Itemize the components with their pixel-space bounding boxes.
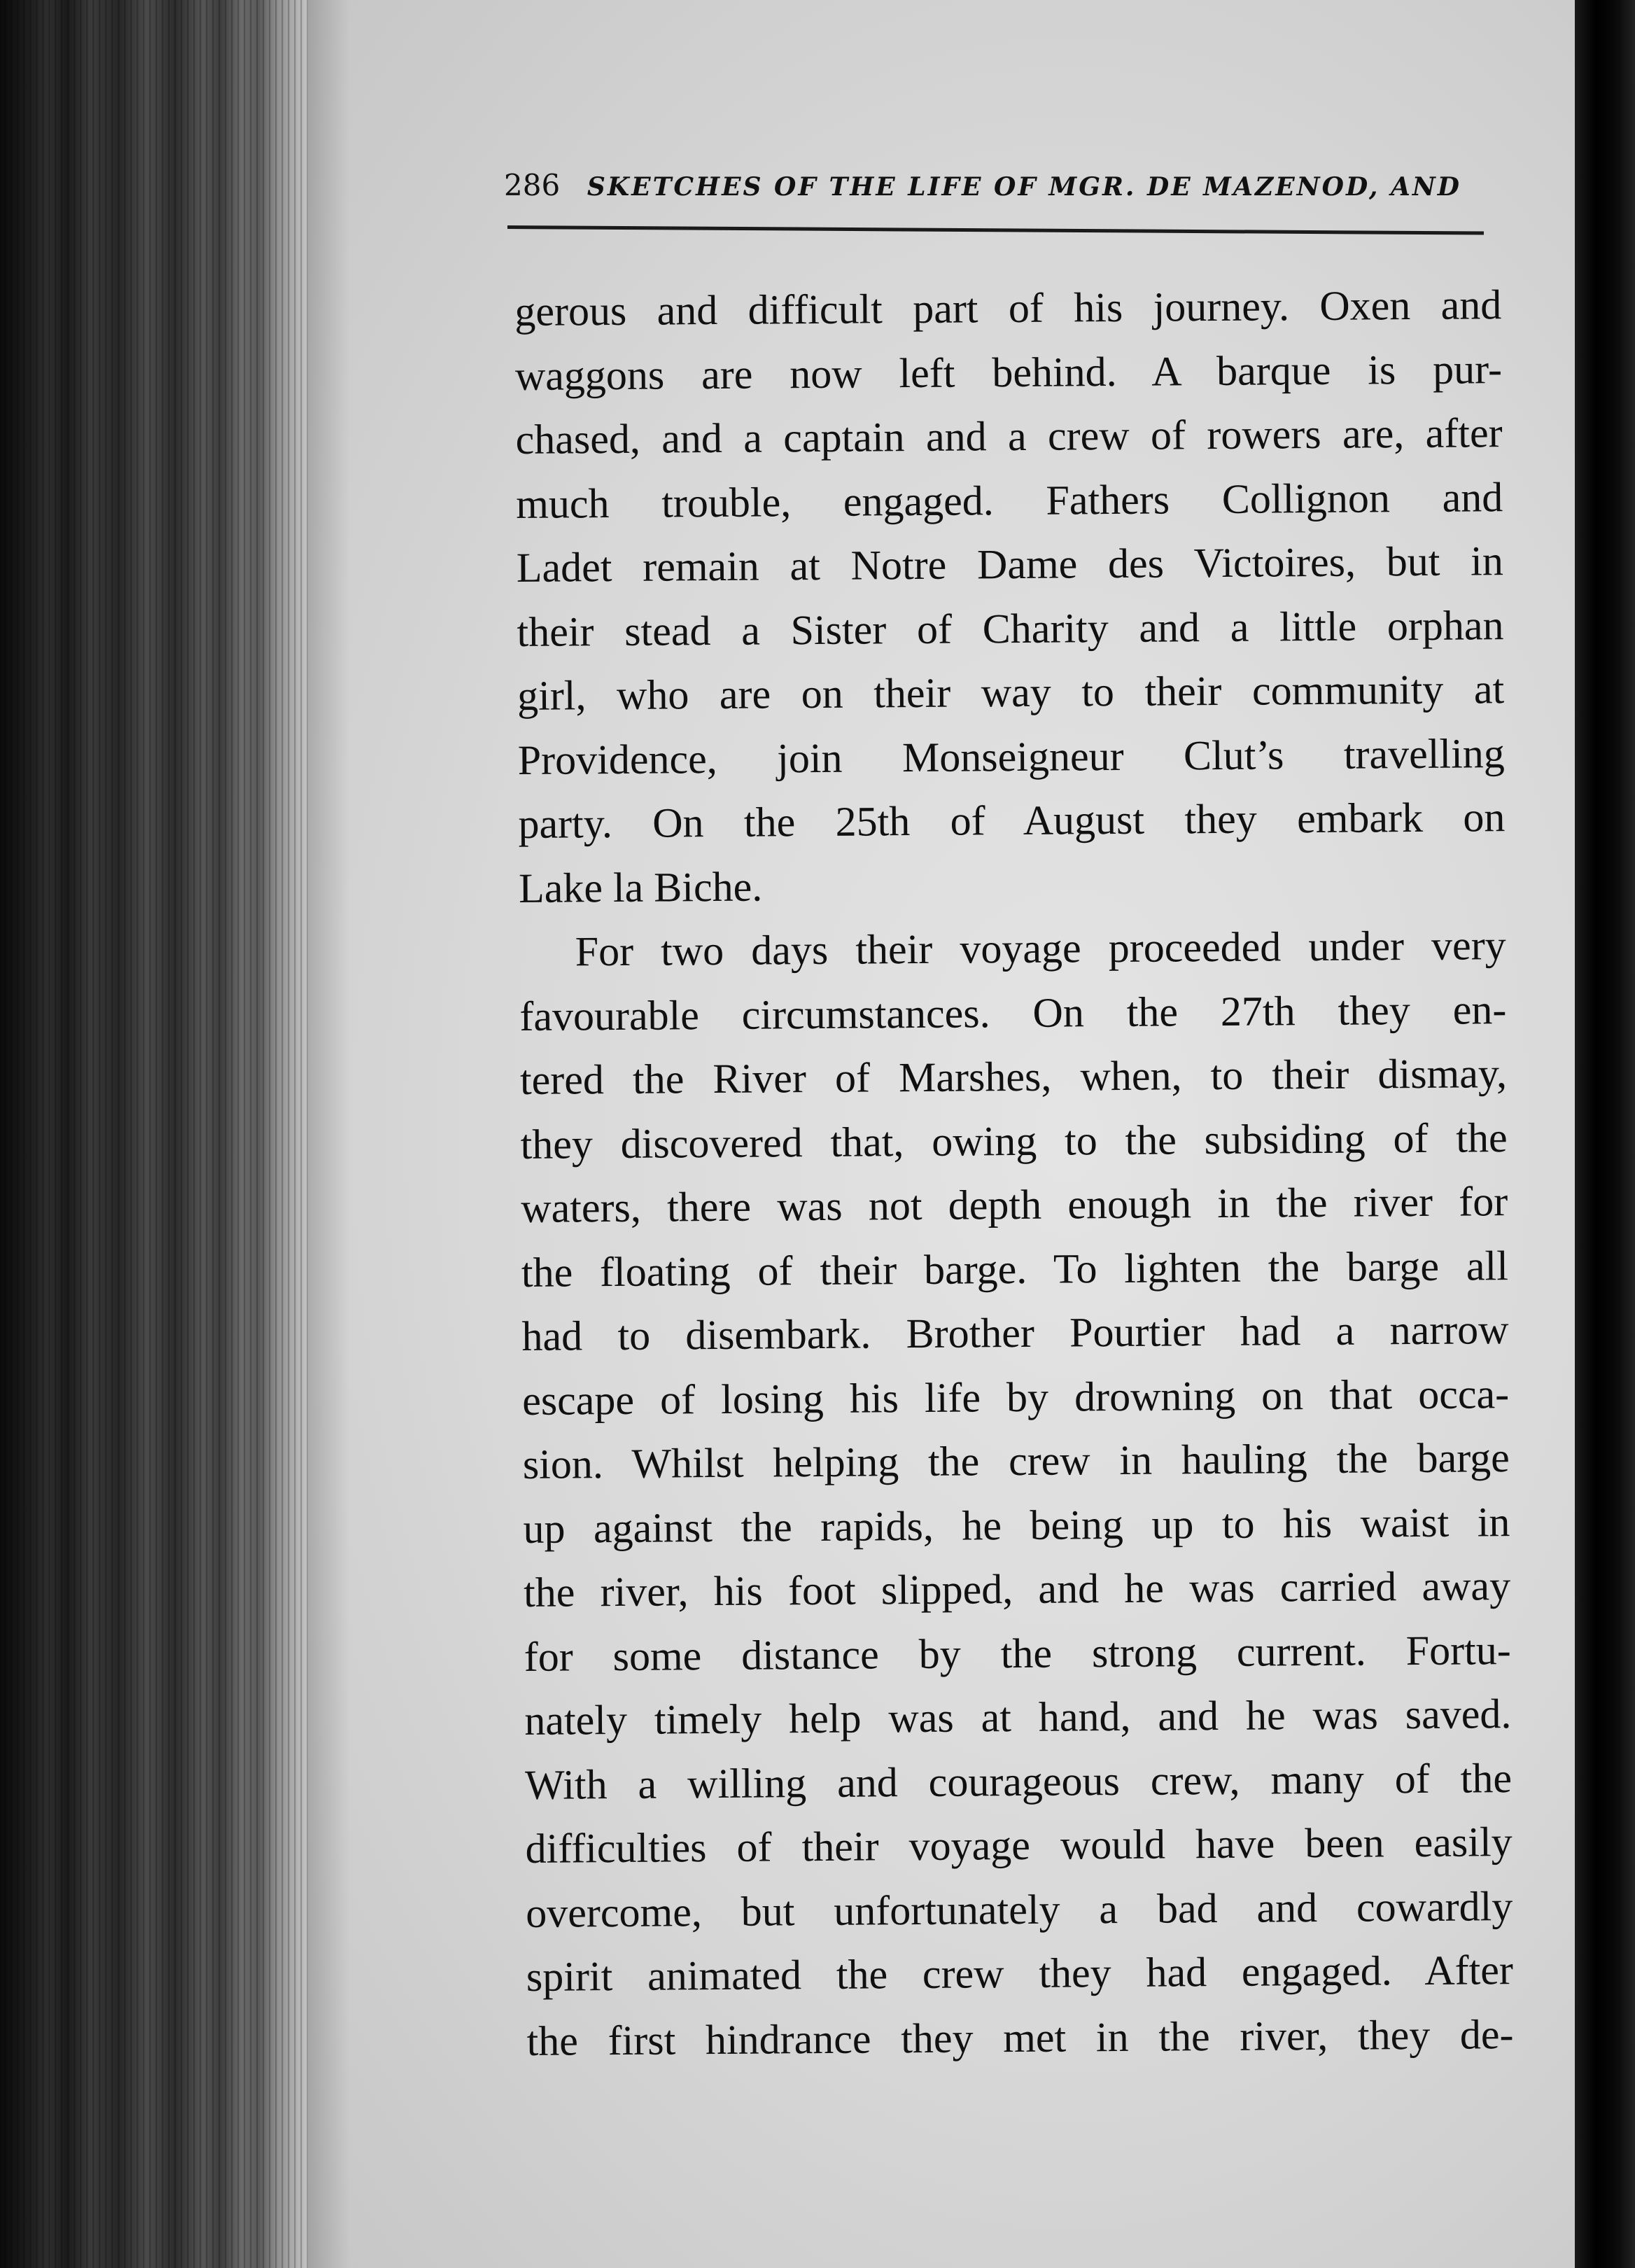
page-edge-lines xyxy=(0,0,308,2268)
text-line: spirit animated the crew they had engaged. After xyxy=(526,1947,1514,2000)
text-line: chased, and a captain and a crew of rowers are, after xyxy=(515,410,1503,463)
text-line: escape of losing his life by drowning on that occa- xyxy=(521,1370,1510,1424)
text-line: the first hindrance they met in the river, they de- xyxy=(526,2010,1514,2064)
text-line: party. On the 25th of August they embark on xyxy=(518,794,1506,847)
text-line: the river, his foot slipped, and he was carried away xyxy=(523,1562,1511,1616)
text-line: sion. Whilst helping the crew in hauling the barge xyxy=(522,1434,1510,1488)
text-line: difficulties of their voyage would have been easily xyxy=(525,1819,1513,1872)
text-line: Providence, join Monseigneur Clut’s travelling xyxy=(517,729,1505,783)
text-line: they discovered that, owing to the subsiding of the xyxy=(520,1114,1508,1168)
text-line: their stead a Sister of Charity and a little orphan xyxy=(517,601,1504,655)
body-text xyxy=(514,273,1514,2073)
scan-right-border xyxy=(1575,0,1635,2268)
text-line: had to disembark. Brother Pourtier had a narrow xyxy=(521,1306,1509,1359)
text-line: waters, there was not depth enough in the river for xyxy=(521,1178,1508,1231)
text-line: nately timely help was at hand, and he was saved. xyxy=(524,1690,1512,1744)
text-line: up against the rapids, he being up to his waist in xyxy=(523,1498,1510,1552)
text-line: Lake la Biche. xyxy=(518,863,763,911)
running-head xyxy=(504,168,1484,202)
gutter-shadow xyxy=(308,0,350,2268)
text-line: favourable circumstances. On the 27th they en- xyxy=(519,986,1507,1040)
text-line: the floating of their barge. To lighten the barge all xyxy=(521,1242,1509,1296)
text-line: much trouble, engaged. Fathers Collignon and xyxy=(516,473,1503,527)
text-line: tered the River of Marshes, when, to their dismay, xyxy=(519,1050,1508,1103)
text-line: gerous and difficult part of his journey. Oxen and xyxy=(514,281,1502,335)
text-line: overcome, but unfortunately a bad and cowardly xyxy=(526,1882,1513,1936)
text-line: for some distance by the strong current. Fortu- xyxy=(524,1626,1511,1680)
text-line: With a willing and courageous crew, many of the xyxy=(524,1754,1513,1808)
text-line: waggons are now left behind. A barque is pur- xyxy=(514,345,1503,399)
paragraph-start-line: For two days their voyage proceeded under very xyxy=(575,922,1506,975)
text-line: Ladet remain at Notre Dame des Victoires, but in xyxy=(516,538,1504,591)
page-number: 286 xyxy=(504,168,561,202)
text-line: girl, who are on their way to their community at xyxy=(517,666,1505,719)
running-title: SKETCHES OF THE LIFE OF MGR. DE MAZENOD, AND xyxy=(587,172,1461,202)
